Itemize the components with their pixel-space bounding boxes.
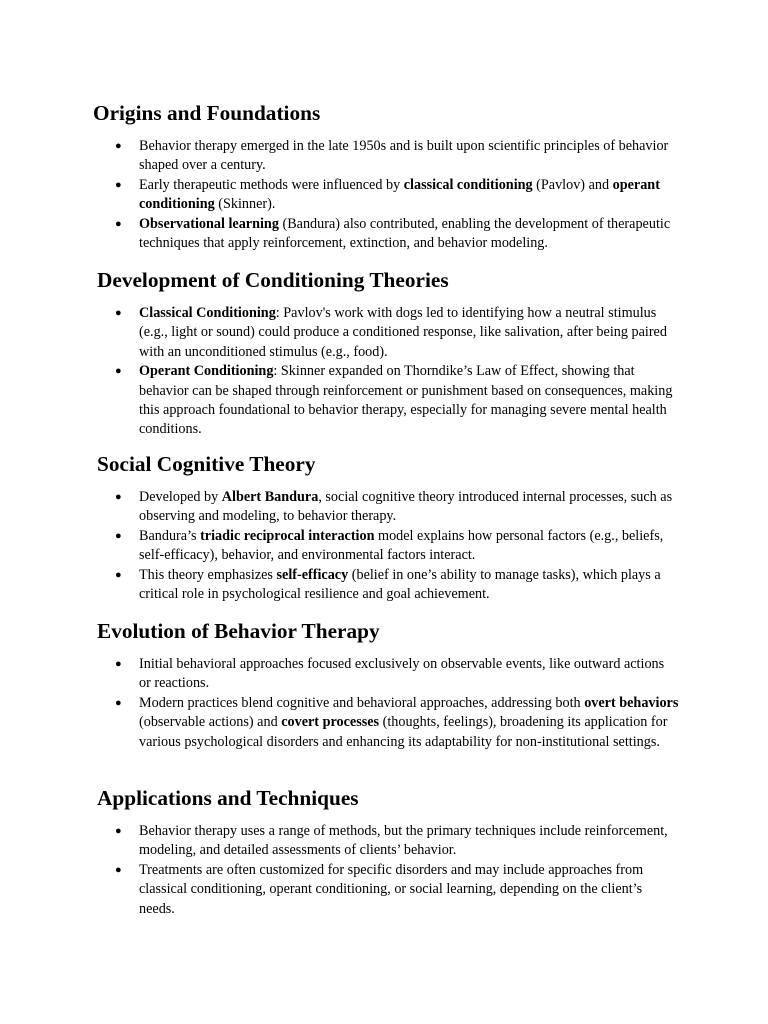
text-run: Early therapeutic methods were influenced by bbox=[139, 176, 404, 193]
bullet-list bbox=[139, 137, 679, 253]
text-run: This theory emphasizes bbox=[139, 566, 277, 583]
text-run: (Pavlov) and bbox=[532, 176, 613, 193]
bold-term: overt behaviors bbox=[584, 694, 679, 711]
bold-term: Operant Conditioning bbox=[139, 363, 274, 380]
text-run: model explains how personal factors (e.g., beliefs, self-efficacy), behavior, and environmental factors interact. bbox=[139, 527, 664, 564]
text-run: (Skinner). bbox=[214, 196, 276, 213]
text-run: (belief in one’s ability to manage tasks), which plays a critical role in psychological resilience and goal achievement. bbox=[139, 566, 661, 603]
section-heading: Social Cognitive Theory bbox=[97, 452, 316, 476]
text-run: (thoughts, feelings), broadening its application for various psychological disorders and enhancing its adaptability for non-institutional settings. bbox=[139, 714, 668, 750]
bold-term: operant conditioning bbox=[139, 176, 660, 213]
section-heading: Applications and Techniques bbox=[97, 786, 359, 810]
list-item bbox=[139, 137, 679, 176]
text-run: , social cognitive theory introduced internal processes, such as observing and modeling, to behavior therapy. bbox=[139, 489, 673, 525]
bold-term: self-efficacy bbox=[276, 566, 349, 583]
text-run: : Skinner expanded on Thorndike’s Law of Effect, showing that behavior can be shaped through reinforcement or punishment based on consequences, making this approach foundational to behavior therapy, especially for managing severe mental health conditions. bbox=[139, 363, 673, 438]
text-run: Bandura’s bbox=[139, 527, 201, 544]
list-item bbox=[139, 527, 679, 566]
bullet-list bbox=[139, 304, 679, 440]
list-item bbox=[139, 215, 679, 254]
list-item bbox=[139, 694, 679, 752]
list-item bbox=[139, 362, 679, 440]
bold-term: Observational learning bbox=[139, 215, 279, 232]
section-conditioning-theories bbox=[0, 268, 768, 438]
section-heading: Origins and Foundations bbox=[93, 101, 321, 125]
bold-term: covert processes bbox=[281, 714, 380, 731]
list-item bbox=[139, 861, 679, 919]
text-run: Initial behavioral approaches focused exclusively on observable events, like outward actions or reactions. bbox=[139, 656, 665, 692]
list-item bbox=[139, 176, 679, 215]
text-run: Modern practices blend cognitive and behavioral approaches, addressing both bbox=[139, 694, 585, 711]
section-applications bbox=[0, 786, 768, 917]
list-item bbox=[139, 566, 679, 605]
text-run: Developed by bbox=[139, 489, 222, 505]
text-run: Behavior therapy uses a range of methods, but the primary techniques include reinforcement, modeling, and detailed assessments of clients’ behavior. bbox=[139, 823, 668, 859]
list-item bbox=[139, 822, 679, 861]
text-run: Treatments are often customized for specific disorders and may include approaches from classical conditioning, operant conditioning, or social learning, depending on the client’s needs. bbox=[139, 861, 644, 917]
section-social-cognitive-theory bbox=[0, 452, 768, 603]
bullet-list bbox=[139, 655, 679, 752]
section-heading: Development of Conditioning Theories bbox=[97, 268, 449, 292]
section-evolution bbox=[0, 619, 768, 750]
text-run: (observable actions) and bbox=[139, 714, 282, 731]
bullet-list bbox=[139, 822, 679, 919]
bold-term: Albert Bandura bbox=[221, 489, 319, 505]
bullet-list bbox=[139, 488, 679, 604]
list-item bbox=[139, 655, 679, 694]
text-run: : Pavlov's work with dogs led to identifying how a neutral stimulus (e.g., light or sound) could produce a conditioned response, like salivation, after being paired with an unconditioned stimulus (e.g., food). bbox=[139, 305, 667, 360]
text-run: (Bandura) also contributed, enabling the development of therapeutic techniques that apply reinforcement, extinction, and behavior modeling. bbox=[139, 215, 671, 252]
list-item bbox=[139, 304, 679, 362]
bold-term: triadic reciprocal interaction bbox=[200, 527, 375, 544]
list-item bbox=[139, 488, 679, 527]
text-run: Behavior therapy emerged in the late 1950s and is built upon scientific principles of behavior shaped over a century. bbox=[139, 138, 669, 174]
section-heading: Evolution of Behavior Therapy bbox=[97, 619, 380, 643]
bold-term: Classical Conditioning bbox=[139, 305, 276, 321]
section-origins bbox=[0, 101, 768, 252]
bold-term: classical conditioning bbox=[403, 176, 533, 193]
